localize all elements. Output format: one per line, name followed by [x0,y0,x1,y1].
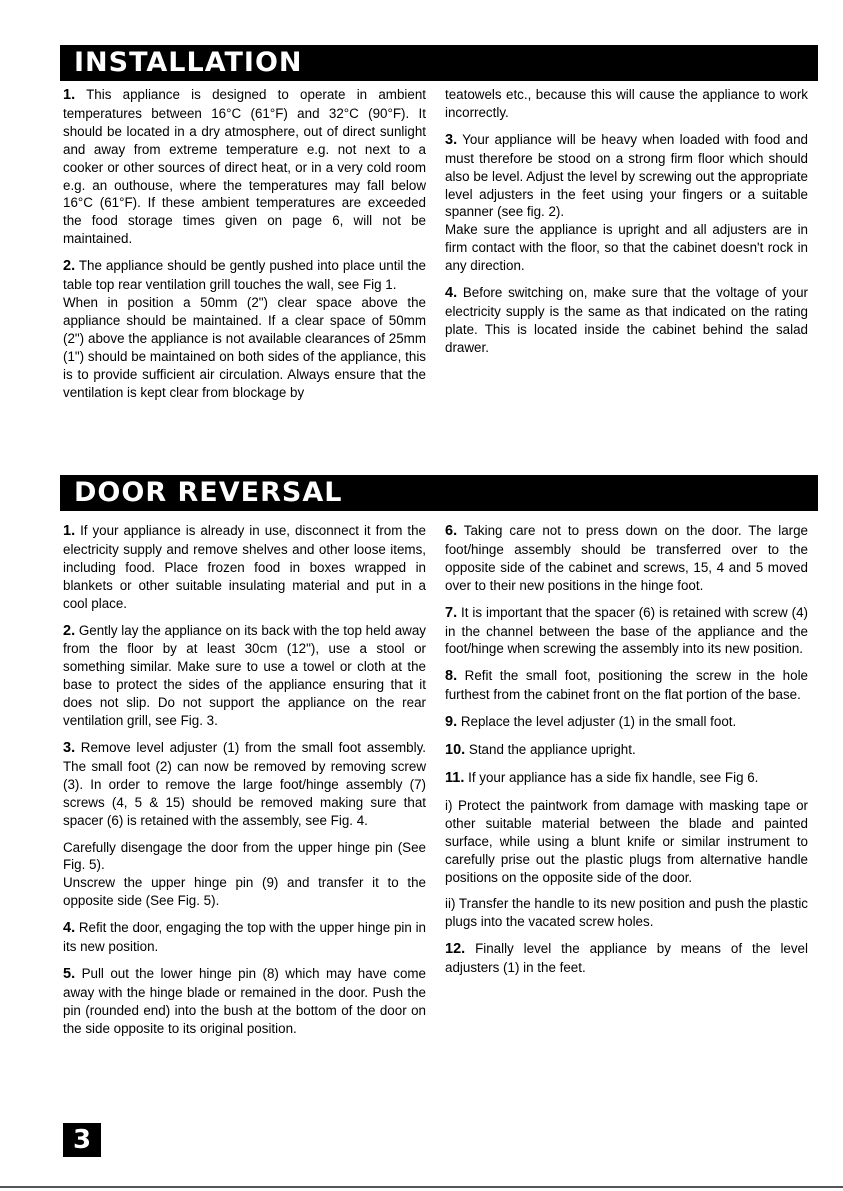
item-number: 7. [445,604,458,621]
paragraph-text: Your appliance will be heavy when loaded with food and must therefore be stood on a strong firm floor which should also be level. Adjust the level by screwing out the appropriate level adjusters in the feet using your fingers or a suitable spanner (see fig. 2). [445,131,809,220]
paragraph-text: Make sure the appliance is upright and all adjusters are in firm contact with the floor, so that the cabinet doesn't rock in any direction. [445,222,808,274]
paragraph [63,739,426,830]
installation-right-column [445,86,808,366]
item-number: 4. [63,920,76,937]
paragraph [445,713,808,732]
paragraph-text: Taking care not to press down on the door. The large foot/hinge assembly should be transferred over to the opposite side of the cabinet and screws, 15, 4 and 5 moved over to their new positions in the hinge foot. [445,523,808,593]
paragraph-text: i) Protect the paintwork from damage with masking tape or other suitable material between the blade and painted surface, while using a blunt knife or similar instrument to carefully prise out the plastic plugs from alternative handle positions on the opposite side of the door. [445,797,808,885]
paragraph [445,522,808,595]
item-number: 6. [445,523,458,539]
sub-paragraph [445,895,808,931]
item-number: 5. [63,965,76,982]
paragraph [445,86,808,122]
paragraph [445,741,808,760]
paragraph-text: Remove level adjuster (1) from the small foot assembly. The small foot (2) can now be removed by removing screw (3). In order to remove the large foot/hinge assembly (7) screws (4, 5 & 15) should be removed making sure that spacer (6) is retained with the assembly, see Fig. 4. [63,739,426,828]
paragraph-text: If your appliance has a side fix handle, see Fig 6. [468,769,759,785]
paragraph [63,257,426,294]
paragraph [445,940,808,977]
item-number: 10. [445,742,466,759]
paragraph [63,294,426,401]
item-number: 9. [445,714,458,731]
paragraph [445,769,808,788]
door-reversal-heading: DOOR REVERSAL [60,475,818,511]
paragraph [445,131,808,222]
paragraph [63,919,426,956]
item-number: 3. [63,739,76,756]
bottom-divider [0,1186,843,1188]
paragraph-text: teatowels etc., because this will cause the appliance to work incorrectly. [445,87,808,120]
paragraph [445,667,808,704]
paragraph-text: ii) Transfer the handle to its new position and push the plastic plugs into the vacated screw holes. [445,896,808,930]
paragraph-text: The appliance should be gently pushed into place until the table top rear ventilation grill touches the wall, see Fig 1. [63,258,427,293]
paragraph-text: Refit the small foot, positioning the screw in the hole furthest from the cabinet front on the flat portion of the base. [445,668,808,703]
paragraph-text: Unscrew the upper hinge pin (9) and transfer it to the opposite side (See Fig. 5). [63,875,426,909]
paragraph-text: Before switching on, make sure that the voltage of your electricity supply is the same as that indicated on the rating plate. This is located inside the cabinet behind the salad drawer. [445,285,808,355]
item-number: 1. [63,523,76,539]
item-number: 4. [445,285,458,302]
paragraph-text: Replace the level adjuster (1) in the small foot. [460,714,737,730]
page-number: 3 [63,1123,101,1157]
paragraph [63,622,426,730]
item-number: 2. [63,622,76,639]
paragraph-text: Stand the appliance upright. [468,742,636,758]
paragraph-text: This appliance is designed to operate in ambient temperatures between 16°C (61°F) and 32°C (90°F). It should be located in a dry atmosphere, out of direct sunlight and away from extreme temperature e.g. not next to a cooker or other sources of direct heat, or in a very cold room e.g. an outhouse, where the temperatures may fall below 16°C (61°F). If these ambient temperatures are exceeded the food storage times given on page 6, will not be maintained. [63,87,426,247]
paragraph-text: Finally level the appliance by means of the level adjusters (1) in the feet. [445,941,808,976]
paragraph-text: It is important that the spacer (6) is retained with screw (4) in the channel between the base of the appliance and the foot/hinge when screwing the assembly into its new position. [445,604,808,657]
paragraph-text: Gently lay the appliance on its back with the top held away from the floor by at least 30cm (12"), use a stool or something similar. Make sure to use a towel or cloth at the base to protect the sides of the appliance ensuring that it does not slip. Do not support the appliance on the rear ventilation grill, see Fig. 3. [63,622,426,729]
paragraph-text: Carefully disengage the door from the upper hinge pin (See Fig. 5). [63,839,426,873]
paragraph [63,522,426,613]
paragraph [63,874,426,910]
paragraph [445,604,808,659]
item-number: 8. [445,668,458,685]
paragraph [445,284,808,357]
item-number: 1. [63,87,76,103]
item-number: 11. [445,769,465,786]
door-reversal-left-column [63,522,426,1047]
paragraph-text: When in position a 50mm (2") clear space above the appliance should be maintained. If a clear space of 50mm (2") above the appliance is not available clearances of 25mm (1") should be maintained on both sides of the appliance, this is to provide sufficient air circulation. Always ensure that the ventilation is kept clear from blockage by [63,294,426,400]
paragraph [63,839,426,875]
door-reversal-right-column [445,522,808,986]
installation-left-column [63,86,426,410]
paragraph [63,86,426,248]
paragraph-text: Refit the door, engaging the top with the upper hinge pin in its new position. [63,920,426,955]
sub-paragraph [445,797,808,887]
item-number: 3. [445,131,458,148]
paragraph [445,221,808,275]
installation-heading: INSTALLATION [60,45,818,81]
item-number: 12. [445,941,466,958]
paragraph-text: If your appliance is already in use, disconnect it from the electricity supply and remove shelves and other loose items, including food. Place frozen food in boxes wrapped in blankets or other suitable insulating material and put in a cool place. [63,523,426,611]
item-number: 2. [63,258,76,275]
paragraph [63,965,426,1038]
paragraph-text: Pull out the lower hinge pin (8) which may have come away with the hinge blade or remained in the door. Push the pin (rounded end) into the bush at the bottom of the door on the side opposite to its original position. [63,965,426,1036]
